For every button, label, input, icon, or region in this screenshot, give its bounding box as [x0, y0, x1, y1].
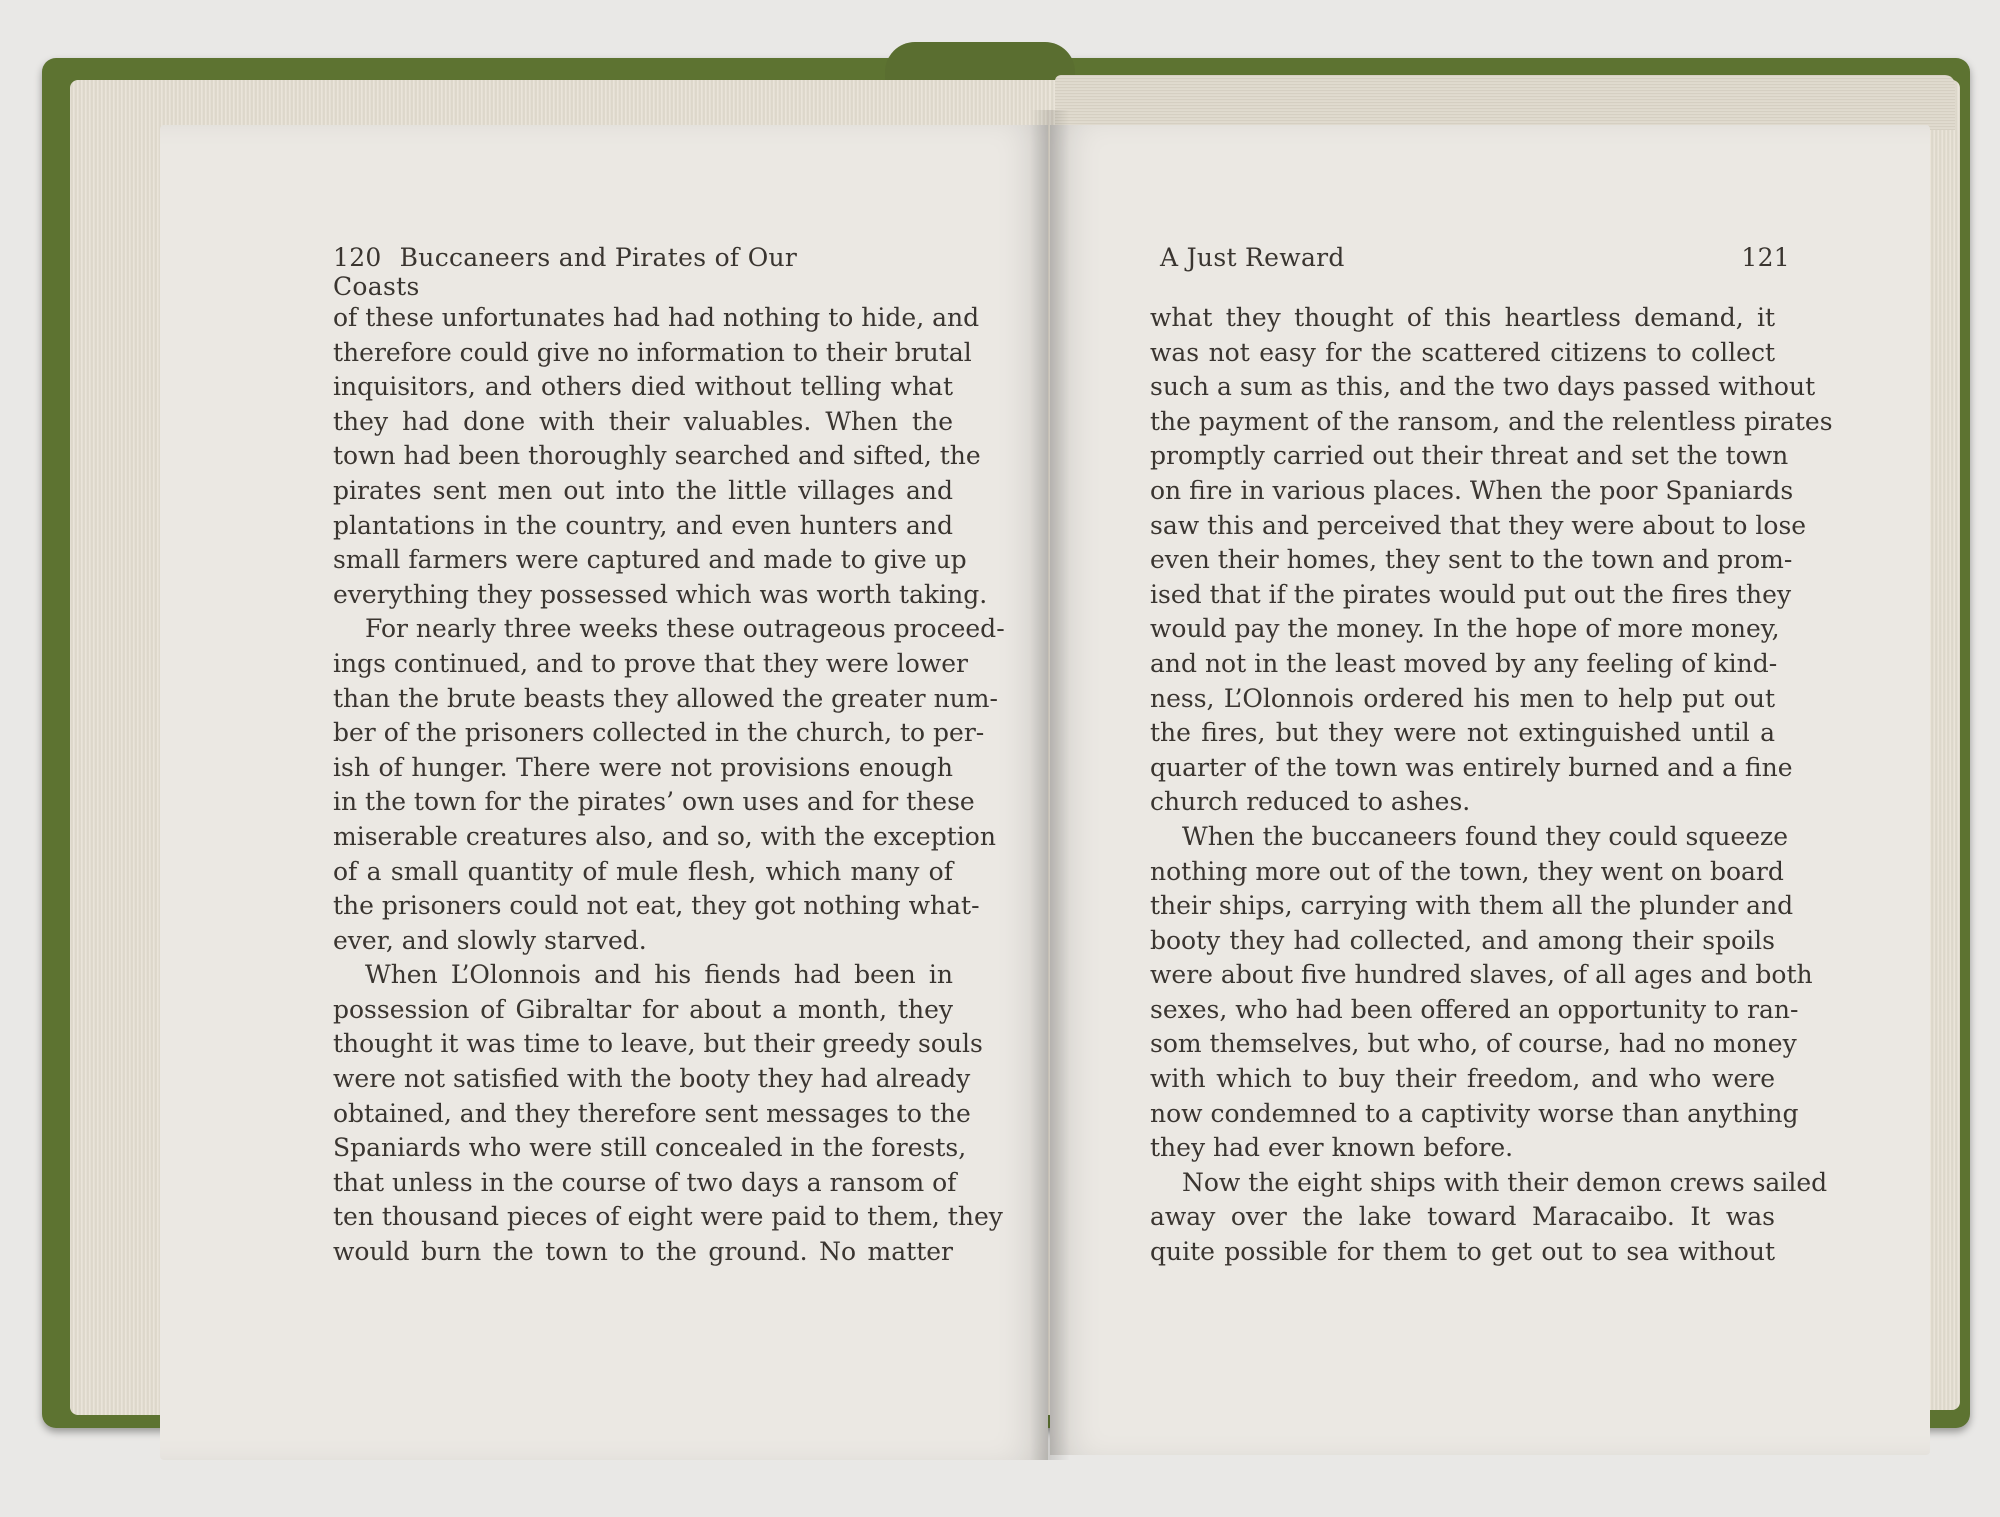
text-line: what they thought of this heartless demand, it — [1150, 303, 1775, 332]
text-line: Spaniards who were still concealed in the forests, — [333, 1133, 967, 1163]
left-page-number: 120 — [333, 243, 382, 272]
text-line: pirates sent men out into the little villages and — [333, 475, 953, 505]
text-line: away over the lake toward Maracaibo. It was — [1150, 1202, 1775, 1232]
text-line: possession of Gibraltar for about a month, they — [333, 994, 953, 1024]
text-line: now condemned to a captivity worse than anything — [1150, 1098, 1799, 1128]
text-line: nothing more out of the town, they went on board — [1150, 856, 1784, 886]
text-line: plantations in the country, and even hunters and — [333, 510, 953, 540]
text-line: saw this and perceived that they were about to lose — [1150, 510, 1807, 540]
text-line: ber of the prisoners collected in the church, to per- — [333, 718, 985, 748]
text-line: thought it was time to leave, but their greedy souls — [333, 1029, 983, 1059]
text-line: even their homes, they sent to the town and prom- — [1150, 545, 1793, 575]
right-page-number: 121 — [1741, 243, 1790, 272]
text-line: ings continued, and to prove that they were lower — [333, 648, 968, 678]
text-line: was not easy for the scattered citizens to collect — [1150, 337, 1775, 367]
text-line: would burn the town to the ground. No matter — [333, 1237, 953, 1267]
text-line: they had done with their valuables. When the — [333, 406, 953, 436]
text-line: that unless in the course of two days a ransom of — [333, 1167, 957, 1197]
text-line: and not in the least moved by any feeling of kind- — [1150, 648, 1778, 678]
text-line: obtained, and they therefore sent messages to the — [333, 1098, 971, 1128]
text-line: the payment of the ransom, and the relentless pirates — [1150, 406, 1833, 436]
text-line: booty they had collected, and among their spoils — [1150, 925, 1775, 955]
left-page-header — [333, 243, 873, 301]
right-page-text — [1150, 301, 1833, 1270]
text-line: For nearly three weeks these outrageous proceed- — [365, 614, 1005, 644]
text-line: ish of hunger. There were not provisions enough — [333, 752, 953, 782]
text-line: town had been thoroughly searched and sifted, the — [333, 441, 981, 471]
text-line: than the brute beasts they allowed the greater num- — [333, 683, 998, 713]
text-line: Now the eight ships with their demon crews sailed — [1182, 1167, 1828, 1197]
text-line: When the buccaneers found they could squeeze — [1182, 821, 1789, 851]
left-page — [160, 125, 1048, 1460]
text-line: they had ever known before. — [1150, 1133, 1514, 1163]
text-line: quarter of the town was entirely burned and a fine — [1150, 752, 1793, 782]
text-line: som themselves, but who, of course, had no money — [1150, 1029, 1797, 1059]
text-line: of a small quantity of mule flesh, which many of — [333, 856, 953, 886]
text-line: on fire in various places. When the poor Spaniards — [1150, 475, 1794, 505]
text-line: When L’Olonnois and his fiends had been in — [365, 960, 953, 990]
text-line: ever, and slowly starved. — [333, 925, 647, 955]
text-line: ten thousand pieces of eight were paid to them, they — [333, 1202, 1003, 1232]
top-page-edges — [1055, 75, 1955, 130]
text-line: their ships, carrying with them all the plunder and — [1150, 891, 1794, 921]
text-line: everything they possessed which was worth taking. — [333, 579, 988, 609]
text-line: small farmers were captured and made to give up — [333, 545, 967, 575]
text-line: quite possible for them to get out to sea without — [1150, 1237, 1775, 1267]
text-line: the prisoners could not eat, they got nothing what- — [333, 891, 980, 921]
text-line: in the town for the pirates’ own uses and for these — [333, 787, 975, 817]
text-line: therefore could give no information to their brutal — [333, 337, 972, 367]
text-line: ness, L’Olonnois ordered his men to help put out — [1150, 683, 1775, 713]
text-line: the fires, but they were not extinguished until a — [1150, 718, 1775, 748]
text-line: were about five hundred slaves, of all ages and both — [1150, 960, 1813, 990]
text-line: such a sum as this, and the two days passed without — [1150, 372, 1816, 402]
text-line: miserable creatures also, and so, with the exception — [333, 821, 996, 851]
text-line: were not satisfied with the booty they had already — [333, 1064, 971, 1094]
text-line: sexes, who had been offered an opportunity to ran- — [1150, 994, 1799, 1024]
text-line: church reduced to ashes. — [1150, 787, 1471, 817]
right-running-title: A Just Reward — [1160, 243, 1345, 272]
text-line: promptly carried out their threat and set the town — [1150, 441, 1789, 471]
text-line: ised that if the pirates would put out the fires they — [1150, 579, 1792, 609]
text-line: of these unfortunates had had nothing to hide, and — [333, 303, 980, 332]
book-gutter — [1030, 110, 1070, 1460]
text-line: inquisitors, and others died without telling what — [333, 372, 953, 402]
right-page — [1050, 125, 1930, 1455]
text-line: would pay the money. In the hope of more money, — [1150, 614, 1780, 644]
left-page-text — [333, 301, 1005, 1270]
left-running-title: Buccaneers and Pirates of Our Coasts — [333, 243, 798, 301]
text-line: with which to buy their freedom, and who were — [1150, 1064, 1775, 1094]
